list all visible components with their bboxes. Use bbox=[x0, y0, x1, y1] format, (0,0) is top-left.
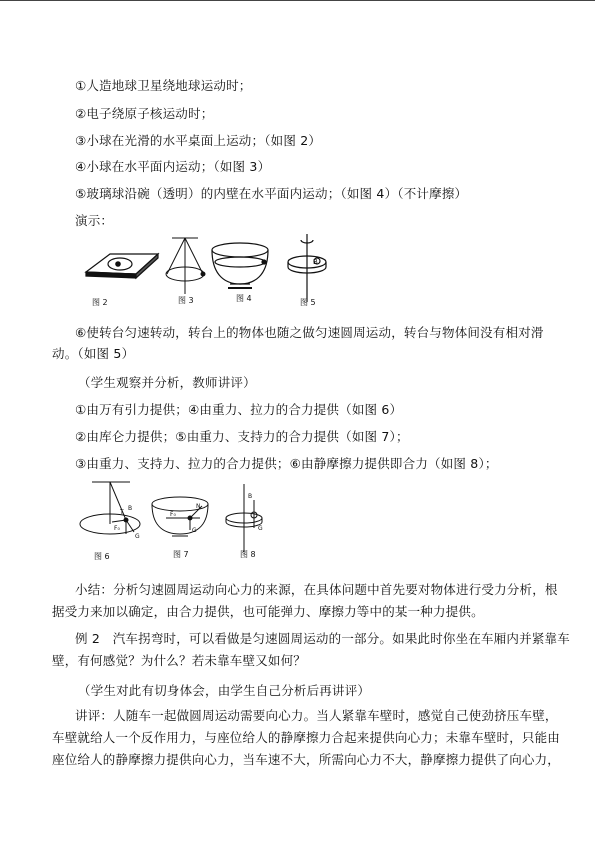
fig8-label-b: B bbox=[248, 493, 253, 500]
fig5-label-b: B bbox=[313, 258, 318, 266]
text-line-12: ③由重力、支持力、拉力的合力提供；⑥由静摩擦力提供即合力（如图 8）； bbox=[75, 456, 498, 471]
fig8-label-g: G bbox=[258, 525, 263, 532]
figure-6-caption: 图 6 bbox=[94, 552, 110, 561]
text-line-5: ⑤玻璃球沿碗（透明）的内壁在水平面内运动；（如图 4）（不计摩擦） bbox=[75, 186, 468, 201]
text-line-16: 壁，有何感觉？为什么？若未靠车壁又如何？ bbox=[52, 653, 307, 668]
text-line-2: ②电子绕原子核运动时； bbox=[75, 106, 214, 121]
text-line-4: ④小球在水平面内运动；（如图 3） bbox=[75, 159, 271, 174]
figure-2-caption: 图 2 bbox=[92, 298, 108, 307]
figure-2-table bbox=[86, 254, 158, 278]
figure-row-2 bbox=[70, 478, 290, 558]
figure-7-caption: 图 7 bbox=[173, 550, 189, 559]
text-line-10: ①由万有引力提供；④由重力、拉力的合力提供（如图 6） bbox=[75, 402, 403, 417]
fig7-label-g: G bbox=[192, 527, 197, 534]
figure-5-caption: 图 5 bbox=[300, 298, 316, 307]
text-line-3: ③小球在光滑的水平桌面上运动；（如图 2） bbox=[75, 133, 322, 148]
text-line-18: 讲评：人随车一起做圆周运动需要向心力。当人紧靠车壁时，感觉自己使劲挤压车壁， bbox=[75, 708, 558, 723]
text-line-1: ①人造地球卫星绕地球运动时； bbox=[75, 78, 252, 93]
top-rule bbox=[0, 0, 595, 1]
text-line-6: 演示： bbox=[75, 213, 114, 228]
text-line-20: 座位给人的静摩擦力提供向心力，当车速不大，所需向心力不大，静摩擦力提供了向心力， bbox=[52, 752, 561, 767]
text-line-8: 动。（如图 5） bbox=[52, 346, 135, 361]
figure-4-bowl bbox=[212, 243, 268, 288]
text-line-19: 车壁就给人一个反作用力，与座位给人的静摩擦力合起来提供向心力；未靠车壁时，只能由 bbox=[52, 730, 561, 745]
figure-3-pendulum bbox=[166, 238, 205, 294]
figure-5-turntable bbox=[288, 234, 326, 302]
fig6-label-g: G bbox=[135, 533, 140, 540]
fig6-label-f0: F₀ bbox=[114, 525, 120, 532]
fig7-label-n: N bbox=[196, 503, 201, 510]
fig6-label-t: T bbox=[120, 509, 124, 516]
text-line-9: （学生观察并分析，教师讲评） bbox=[78, 375, 256, 390]
text-line-11: ②由库仑力提供；⑤由重力、支持力的合力提供（如图 7）； bbox=[75, 429, 409, 444]
figure-8-caption: 图 8 bbox=[240, 550, 256, 559]
text-line-7: ⑥使转台匀速转动，转台上的物体也随之做匀速圆周运动，转台与物体间没有相对滑 bbox=[75, 325, 544, 340]
figure-8-turntable-forces bbox=[226, 484, 262, 552]
fig6-label-b: B bbox=[128, 505, 133, 512]
text-line-17: （学生对此有切身体会，由学生自己分析后再讲评） bbox=[78, 683, 371, 698]
text-line-13: 小结：分析匀速圆周运动向心力的来源，在具体问题中首先要对物体进行受力分析，根 bbox=[75, 582, 558, 597]
figure-4-caption: 图 4 bbox=[236, 294, 252, 303]
figure-3-caption: 图 3 bbox=[178, 296, 194, 305]
text-line-14: 据受力来加以确定，由合力提供，也可能弹力、摩擦力等中的某一种力提供。 bbox=[52, 604, 484, 619]
fig7-label-f0: F₀ bbox=[170, 511, 176, 518]
text-line-15: 例 2 汽车拐弯时，可以看做是匀速圆周运动的一部分。如果此时你坐在车厢内并紧靠车 bbox=[75, 631, 570, 646]
